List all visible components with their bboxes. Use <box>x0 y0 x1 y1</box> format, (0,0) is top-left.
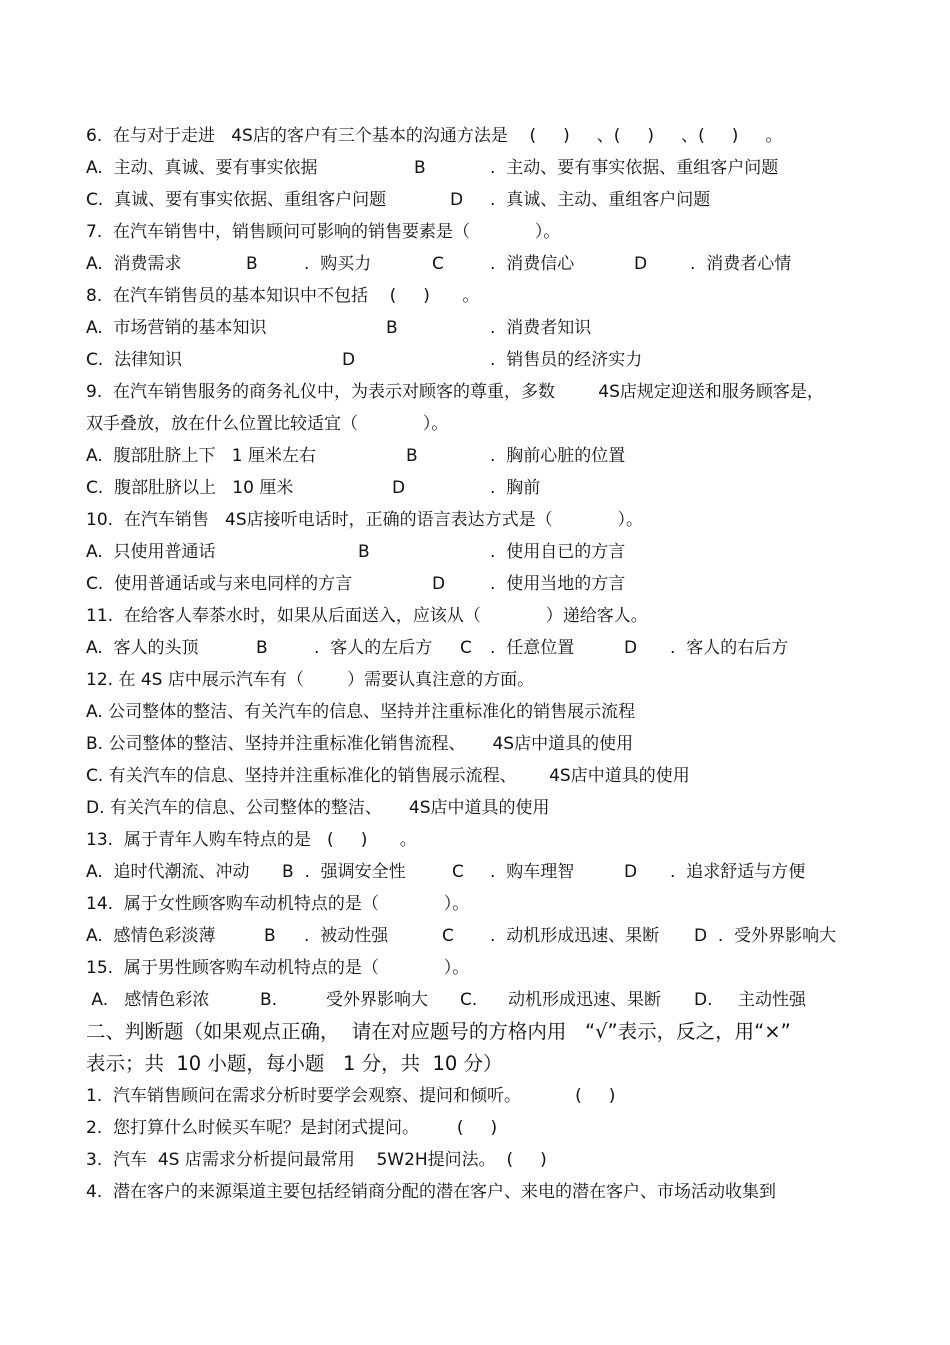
option-d-letter: D <box>432 574 446 594</box>
option-c-letter: C. <box>460 990 478 1010</box>
option-b-letter: B <box>358 542 370 562</box>
judgment-item-4: 4. 潜在客户的来源渠道主要包括经销商分配的潜在客户、来电的潜在客户、市场活动收集到 <box>86 1182 777 1202</box>
question-15-stem: 15. 属于男性顾客购车动机特点的是（ ）。 <box>86 958 470 978</box>
question-8-stem: 8. 在汽车销售员的基本知识中不包括 ( ) 。 <box>86 286 480 306</box>
question-13-stem: 13. 属于青年人购车特点的是 ( ) 。 <box>86 830 417 850</box>
question-14-stem: 14. 属于女性顾客购车动机特点的是（ ）。 <box>86 894 470 914</box>
option-b-letter: B <box>386 318 398 338</box>
question-11-stem: 11. 在给客人奉茶水时，如果从后面送入，应该从（ ）递给客人。 <box>86 606 648 626</box>
option-d-letter: D <box>450 190 464 210</box>
section-2-heading: 二、判断题（如果观点正确， 请在对应题号的方格内用 “√”表示，反之，用“×” <box>86 1020 791 1043</box>
question-10-stem: 10. 在汽车销售 4S店接听电话时，正确的语言表达方式是（ ）。 <box>86 510 644 530</box>
exam-page <box>86 120 886 1208</box>
question-7-stem: 7. 在汽车销售中，销售顾问可影响的销售要素是（ ）。 <box>86 222 561 242</box>
option-d-text: 主动性强 <box>738 990 806 1010</box>
option-d-text: . 使用当地的方言 <box>490 574 626 594</box>
option-b-text: . 胸前心脏的位置 <box>490 446 626 466</box>
question-12-stem: 12. 在 4S 店中展示汽车有（ ）需要认真注意的方面。 <box>86 670 535 690</box>
option-a: A. 主动、真诚、要有事实依据 <box>86 158 318 178</box>
question-12-option-c: C. 有关汽车的信息、坚持并注重标准化的销售展示流程、 4S店中道具的使用 <box>86 766 690 786</box>
question-6-options-row-2 <box>86 184 886 216</box>
judgment-item-2: 2. 您打算什么时候买车呢？是封闭式提问。 ( ) <box>86 1118 498 1138</box>
option-d-text: . 真诚、主动、重组客户问题 <box>490 190 711 210</box>
judgment-item-3: 3. 汽车 4S 店需求分析提问最常用 5W2H提问法。 ( ) <box>86 1150 547 1170</box>
option-d: D . 受外界影响大 <box>694 926 837 946</box>
question-8-options-row-2 <box>86 344 886 376</box>
option-b-text: . 购买力 <box>304 254 372 274</box>
option-d-text: . 销售员的经济实力 <box>490 350 643 370</box>
option-c: C. 法律知识 <box>86 350 183 370</box>
question-6-stem: 6. 在与对于走进 4S店的客户有三个基本的沟通方法是 ( ) 、( ) 、( ) 。 <box>86 126 783 146</box>
question-13-options-row <box>86 856 886 888</box>
option-d-letter: D <box>634 254 648 274</box>
option-c-text: . 消费信心 <box>490 254 575 274</box>
option-d-text: . 消费者心情 <box>690 254 792 274</box>
option-d-letter: D <box>392 478 406 498</box>
option-a: A. 感情色彩淡薄 <box>86 926 216 946</box>
question-8-options-row-1 <box>86 312 886 344</box>
option-a: A. 消费需求 <box>86 254 182 274</box>
option-b-letter: B. <box>260 990 278 1010</box>
question-15-options-row <box>86 984 886 1016</box>
option-c: C. 真诚、要有事实依据、重组客户问题 <box>86 190 387 210</box>
question-10-options-row-2 <box>86 568 886 600</box>
option-d-letter: D. <box>694 990 713 1010</box>
question-9-stem: 9. 在汽车销售服务的商务礼仪中，为表示对顾客的尊重，多数 4S店规定迎送和服务顾客是， <box>86 382 824 402</box>
option-c-letter: C <box>452 862 464 882</box>
option-c-text: . 动机形成迅速、果断 <box>490 926 660 946</box>
option-d-letter: D <box>624 638 638 658</box>
option-c-text: . 任意位置 <box>490 638 575 658</box>
option-b-text: . 被动性强 <box>304 926 389 946</box>
option-b-letter: B <box>256 638 268 658</box>
question-6-options-row-1 <box>86 152 886 184</box>
question-10-options-row-1 <box>86 536 886 568</box>
option-b-letter: B <box>414 158 426 178</box>
question-12-option-b: B. 公司整体的整洁、坚持并注重标准化销售流程、 4S店中道具的使用 <box>86 734 634 754</box>
question-9-stem-continued: 双手叠放，放在什么位置比较适宜（ ）。 <box>86 414 449 434</box>
option-d-text: . 追求舒适与方便 <box>670 862 806 882</box>
judgment-item-1: 1. 汽车销售顾问在需求分析时要学会观察、提问和倾听。 ( ) <box>86 1086 616 1106</box>
question-12-option-d: D. 有关汽车的信息、公司整体的整洁、 4S店中道具的使用 <box>86 798 550 818</box>
option-b: B . 强调安全性 <box>282 862 406 882</box>
question-9-options-row-2 <box>86 472 886 504</box>
option-b-letter: B <box>246 254 258 274</box>
option-b-text: . 使用自已的方言 <box>490 542 626 562</box>
option-c-letter: C <box>432 254 444 274</box>
option-b-text: 受外界影响大 <box>326 990 428 1010</box>
option-c-text: 动机形成迅速、果断 <box>508 990 661 1010</box>
section-2-heading-continued: 表示；共 10 小题，每小题 1 分，共 10 分） <box>86 1052 503 1075</box>
option-a: A. 追时代潮流、冲动 <box>86 862 250 882</box>
option-b-text: . 主动、要有事实依据、重组客户问题 <box>490 158 779 178</box>
option-b-text: . 客人的左后方 <box>314 638 433 658</box>
option-a: A. 客人的头顶 <box>86 638 199 658</box>
question-14-options-row <box>86 920 886 952</box>
question-12-option-a: A. 公司整体的整洁、有关汽车的信息、坚持并注重标准化的销售展示流程 <box>86 702 636 722</box>
option-a: A. 市场营销的基本知识 <box>86 318 267 338</box>
option-d-text: . 客人的右后方 <box>670 638 789 658</box>
option-d-text: . 胸前 <box>490 478 541 498</box>
option-c-letter: C <box>460 638 472 658</box>
option-d-letter: D <box>624 862 638 882</box>
option-a: A. 只使用普通话 <box>86 542 216 562</box>
option-d-letter: D <box>342 350 356 370</box>
question-9-options-row-1 <box>86 440 886 472</box>
option-b-text: . 消费者知识 <box>490 318 592 338</box>
option-c: C. 使用普通话或与来电同样的方言 <box>86 574 353 594</box>
option-c-text: . 购车理智 <box>490 862 575 882</box>
option-b-letter: B <box>264 926 276 946</box>
option-a: A. 感情色彩浓 <box>86 990 210 1010</box>
option-c: C. 腹部肚脐以上 10 厘米 <box>86 478 294 498</box>
option-c-letter: C <box>442 926 454 946</box>
option-a: A. 腹部肚脐上下 1 厘米左右 <box>86 446 316 466</box>
question-7-options-row <box>86 248 886 280</box>
question-11-options-row <box>86 632 886 664</box>
option-b-letter: B <box>406 446 418 466</box>
